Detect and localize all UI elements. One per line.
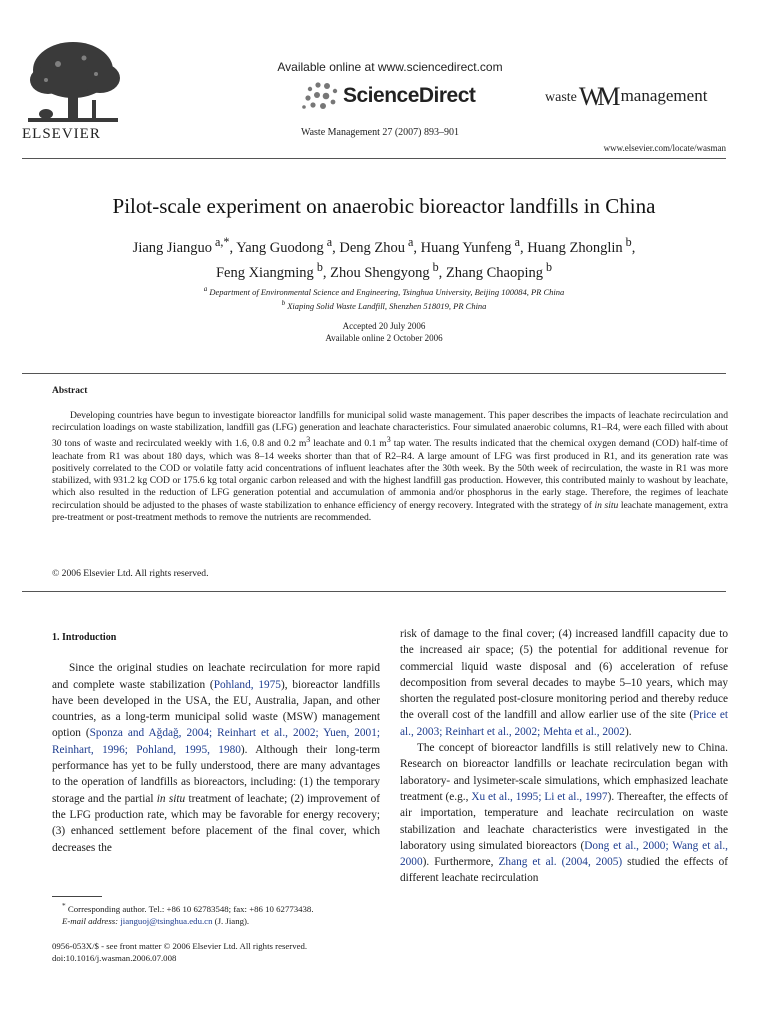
waste-management-logo xyxy=(545,78,708,111)
abstract-heading: Abstract xyxy=(52,386,88,396)
left-column xyxy=(52,630,380,856)
section-heading-introduction: 1. Introduction xyxy=(52,632,117,643)
author-affiliation-mark: b xyxy=(429,259,439,274)
citation-link[interactable]: Sponza and Ağdağ, 2004; Reinhart et al., 2002; Yuen, 2001; Reinhart, 1996; Pohland, 1995, 1980 xyxy=(52,727,380,756)
journal-url-link[interactable]: www.elsevier.com/locate/wasman xyxy=(603,143,726,153)
article-dates xyxy=(60,320,708,344)
author-name: Yang Guodong xyxy=(236,239,324,256)
header-rule xyxy=(22,158,726,159)
intro-paragraph-1: Since the original studies on leachate recirculation for more rapid and complete waste stabilization (Pohland, 1975), bioreactor landfills have been developed in the USA, the EU, Australia, Japan, and other countries, as a long-term municipal solid waste (MSW) management option (Sponza and Ağdağ, 2004; Reinhart et al., 2002; Yuen, 2001; Reinhart, 1996; Pohland, 1995, 1980). Although their long-term performance has yet to be fully understood, there are many advantages to the operation of landfills as bioreactors, including: (1) the temporary storage and the partial in situ treatment of leachate; (2) improvement of the LFG production rate, which may be favorable for energy recovery; (3) enhanced settlement before placement of the final cover, which decreases the xyxy=(52,662,381,854)
corresponding-author-footnote: * Corresponding author. Tel.: +86 10 62783548; fax: +86 10 62773438. E-mail address: jianguoj@tsinghua.edu.cn (J. Jiang). xyxy=(62,901,314,926)
abstract-body: Developing countries have begun to investigate bioreactor landfills for municipal solid waste management. This paper describes the impacts of leachate recirculation and recirculation loadings on waste stabilization, landfill gas (LFG) generation and leachate characteristics. Four simulated anaerobic columns, R1–R4, were each filled with about 30 tons of waste and recirculated weekly with 1.6, 0.8 and 0.2 $m^3$ leachate and 0.1 $m^3$ tap water. The results indicated that the chemical oxygen demand (COD) half-time of leachate from R1 was about 180 days, which was 8–14 weeks shorter than that of R2–R4. A large amount of LFG was first produced in R1, and its generation rate was positively correlated to the COD or volatile fatty acid concentrations of influent leachates after the 30th week. By the 50th week of recirculation, the waste in R1 was more stabilized, with 931.2 kg COD or 175.6 kg total organic carbon released and with the highest landfill gas production. However, this contributed mainly to washout by leachate, which also resulted in the reduction of LFG generation potential and accumulation of ammonia and/or phosphorus in the early stage. Therefore, the regimes of leachate recirculation should be adjusted to the phases of waste stabilization to enhance efficiency of energy recovery. Integrated with the strategy of in situ leachate management, extra pre-treatment or post-treatment methods to remove the nutrients are recommended. xyxy=(52,410,728,523)
footnote-rule xyxy=(52,896,102,897)
journal-citation: Waste Management 27 (2007) 893–901 xyxy=(300,127,460,138)
available-online-link[interactable]: Available online at www.sciencedirect.com xyxy=(277,60,503,74)
article-title: Pilot-scale experiment on anaerobic bioreactor landfills in China xyxy=(112,194,656,218)
author-line-1: Jiang Jianguo $^{a,*}$, Yang Guodong $^a$, Deng Zhou $^a$, Huang Yunfeng $^a$, Huang Zhonglin $^b$, xyxy=(132,235,636,256)
logo-prefix: waste xyxy=(545,90,577,105)
accepted-date: Accepted 20 July 2006 xyxy=(342,321,426,331)
logo-w-icon: WM xyxy=(578,82,615,111)
logo-suffix: management xyxy=(620,86,708,105)
intro-paragraph-2: The concept of bioreactor landfills is still relatively new to China. Research on bioreactor landfills or leachate recirculation began with laboratory- and lysimeter-scale simulations, which emphasized leachate treatment (e.g., Xu et al., 1995; Li et al., 1997). Thereafter, the effects of air importation, temperature and leachate recirculation on waste stabilization and leachate characteristics were investigated in the laboratory using simulated bioreactors (Dong et al., 2000; Wang et al., 2000). Furthermore, Zhang et al. (2004, 2005) studied the effects of different leachate recirculation xyxy=(400,742,728,885)
author-name: Huang Yunfeng xyxy=(420,239,512,256)
affiliation-b: $^b$ Xiaping Solid Waste Landfill, Shenzhen 518019, PR China xyxy=(281,298,487,311)
author-name: Feng Xiangming xyxy=(215,264,314,281)
journal-header xyxy=(0,0,768,160)
author-affiliation-mark: a,* xyxy=(212,235,230,249)
citation-link[interactable]: Pohland, 1975 xyxy=(213,678,281,691)
author-affiliation-mark: a xyxy=(511,235,520,249)
issn-line: 0956-053X/$ - see front matter © 2006 Elsevier Ltd. All rights reserved. xyxy=(52,941,308,951)
author-name: Jiang Jianguo xyxy=(132,239,213,256)
right-column xyxy=(400,626,728,887)
online-date: Available online 2 October 2006 xyxy=(325,333,443,343)
citation-link[interactable]: Dong et al., 2000; Wang et al., 2000 xyxy=(400,839,728,869)
author-name: Huang Zhonglin xyxy=(527,239,623,256)
abstract-top-rule xyxy=(22,373,726,374)
citation-link[interactable]: Zhang et al. (2004, 2005) xyxy=(498,856,623,869)
abstract-bottom-rule xyxy=(22,591,726,592)
author-line-2: Feng Xiangming $^b$, Zhou Shengyong $^b$, Zhang Chaoping $^b$ xyxy=(215,259,553,281)
author-affiliation-mark: b xyxy=(313,259,323,274)
author-affiliation-mark: b xyxy=(622,235,632,249)
affiliation-a: $^a$ Department of Environmental Science and Engineering, Tsinghua University, Beijing 100084, PR China xyxy=(203,285,565,297)
author-affiliation-mark: b xyxy=(542,259,553,274)
author-name: Deng Zhou xyxy=(339,239,406,256)
abstract-copyright: © 2006 Elsevier Ltd. All rights reserved. xyxy=(52,568,209,579)
doi-line: doi:10.1016/j.wasman.2006.07.008 xyxy=(52,953,177,963)
citation-link[interactable]: Price et al., 2003; Reinhart et al., 2002; Mehta et al., 2002 xyxy=(400,709,728,738)
intro-paragraph-1-continued: risk of damage to the final cover; (4) increased landfill capacity due to the increased air space; (5) the potential for additional revenue for commercial liquid waste disposal and (6) acceleration of refuse decomposition from several decades to maybe 5–10 years, which may shorten the regulated post-closure monitoring period and thereby reduce the overall cost of the landfill and allow earlier use of the site (Price et al., 2003; Reinhart et al., 2002; Mehta et al., 2002). xyxy=(400,628,728,738)
elsevier-tree-logo xyxy=(18,36,128,140)
email-link[interactable]: jianguoj@tsinghua.edu.cn xyxy=(120,915,213,926)
author-affiliation-mark: a xyxy=(405,235,414,249)
author-name: Zhang Chaoping xyxy=(445,264,543,281)
affiliations xyxy=(60,284,708,312)
sciencedirect-wordmark: ScienceDirect xyxy=(343,84,476,107)
publisher-name: ELSEVIER xyxy=(22,126,101,142)
citation-link[interactable]: Xu et al., 1995; Li et al., 1997 xyxy=(471,790,608,803)
front-matter-info xyxy=(52,940,392,964)
author-name: Zhou Shengyong xyxy=(330,264,430,281)
author-list xyxy=(60,233,708,283)
author-affiliation-mark: a xyxy=(323,235,333,249)
